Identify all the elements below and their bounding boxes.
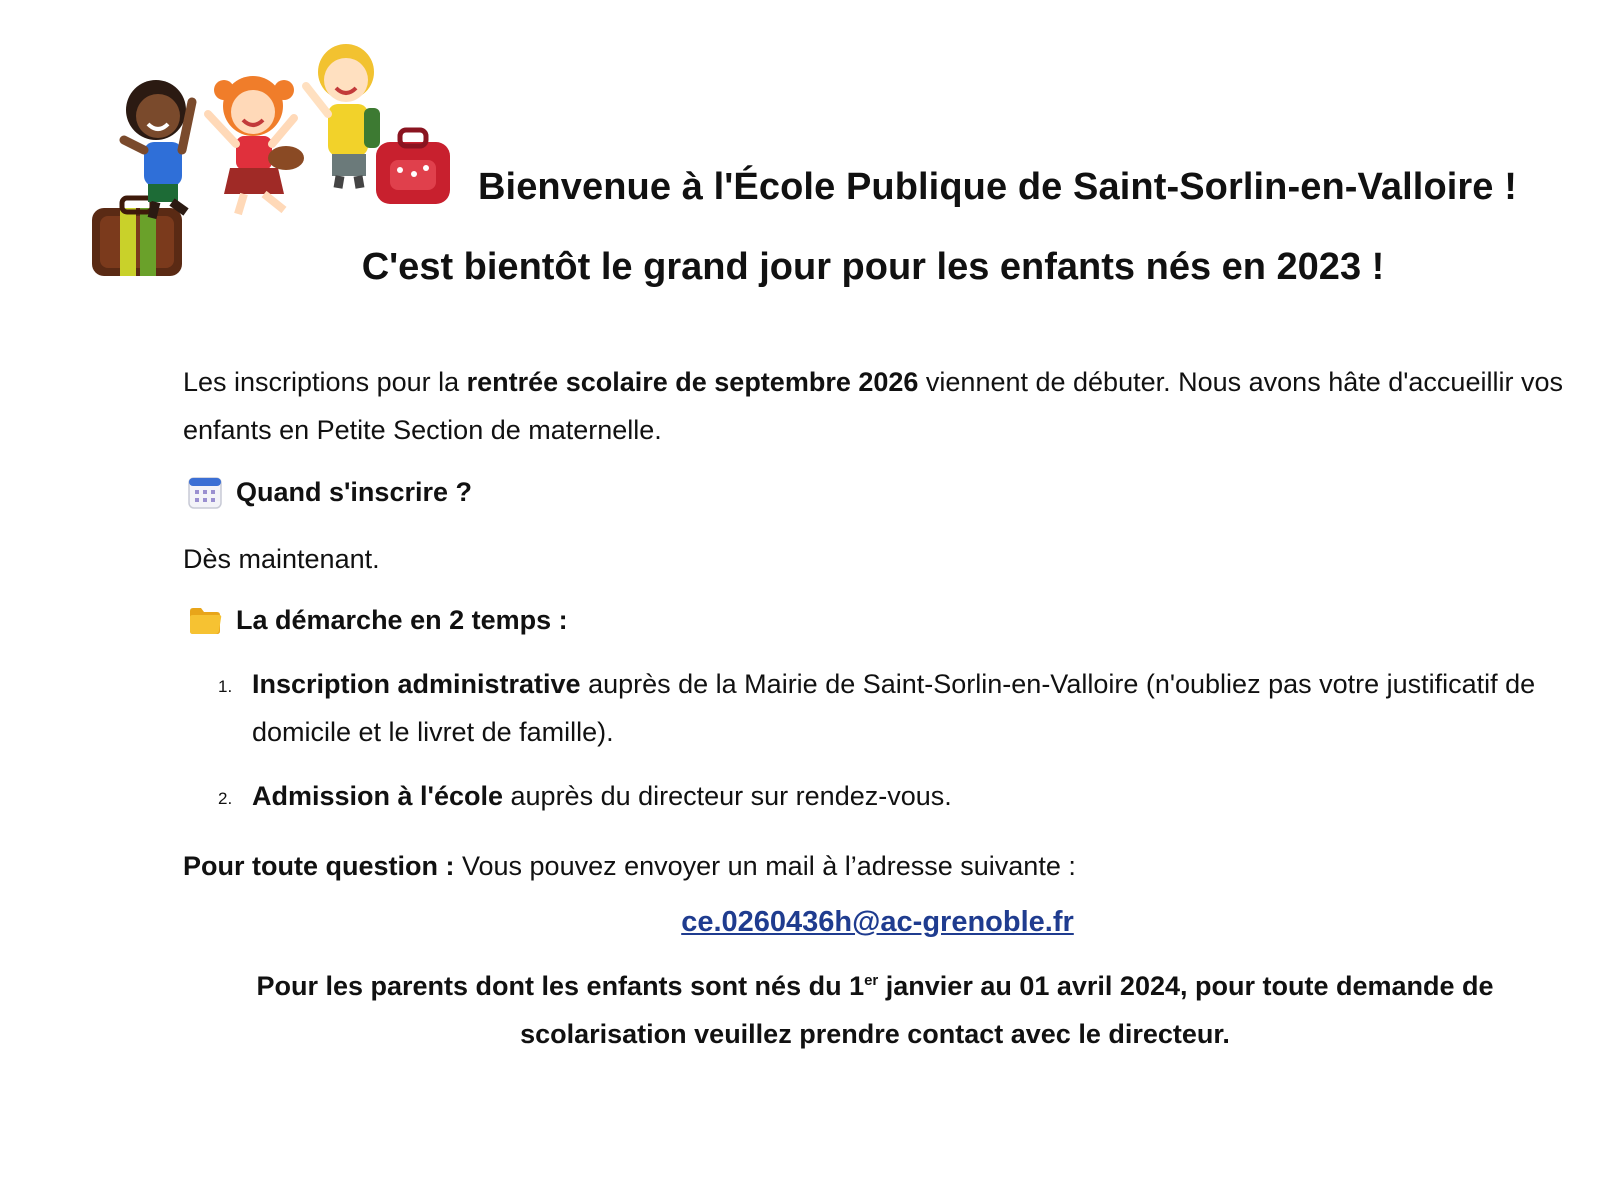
steps-list: [200, 660, 1560, 839]
email-link[interactable]: ce.0260436h@ac-grenoble.fr: [681, 906, 1074, 938]
folder-icon: [188, 605, 222, 635]
email-line: [0, 906, 1601, 939]
step-description: auprès du directeur sur rendez-vous.: [503, 781, 952, 811]
intro-part2: viennent de débuter. Nous avons hâte d'accueillir vos enfants en Petite Section de maternelle.: [183, 367, 1563, 445]
intro-paragraph: [183, 358, 1563, 454]
list-item: [200, 772, 1560, 823]
steps-heading-text: La démarche en 2 temps :: [236, 604, 568, 635]
when-heading: [188, 472, 472, 512]
contact-bold: Pour toute question :: [183, 851, 455, 881]
step-text: [252, 772, 1560, 823]
when-answer: Dès maintenant.: [183, 544, 380, 574]
step-text: [252, 660, 1560, 756]
list-item: [200, 660, 1560, 756]
step-number: 2.: [218, 789, 233, 808]
step-bold: Inscription administrative: [252, 669, 581, 699]
calendar-icon: [188, 475, 222, 509]
intro-part1: Les inscriptions pour la: [183, 367, 467, 397]
notice-superscript: er: [864, 972, 879, 989]
subtitle-text: C'est bientôt le grand jour pour les enfants nés en 2023 !: [361, 246, 1385, 288]
contact-text: Vous pouvez envoyer un mail à l’adresse suivante :: [454, 851, 1076, 881]
notice-paragraph: [185, 962, 1565, 1058]
step-description: auprès de la Mairie de Saint-Sorlin-en-Valloire (n'oubliez pas votre justificatif de domicile et le livret de famille).: [252, 669, 1536, 747]
step-bold: Admission à l'école: [252, 781, 504, 811]
contact-paragraph: [183, 842, 1563, 890]
page-subtitle: [0, 246, 1601, 289]
notice-part2: janvier au 01 avril 2024, pour toute demande de scolarisation veuillez prendre contact avec le directeur.: [520, 971, 1494, 1049]
notice-part1: Pour les parents dont les enfants sont nés du 1: [256, 971, 865, 1001]
page-title: Bienvenue à l'École Publique de Saint-Sorlin-en-Valloire !: [478, 166, 1517, 208]
step-number: 1.: [218, 677, 233, 696]
steps-heading: [188, 600, 568, 640]
when-heading-text: Quand s'inscrire ?: [236, 476, 472, 507]
intro-bold: rentrée scolaire de septembre 2026: [466, 367, 919, 397]
